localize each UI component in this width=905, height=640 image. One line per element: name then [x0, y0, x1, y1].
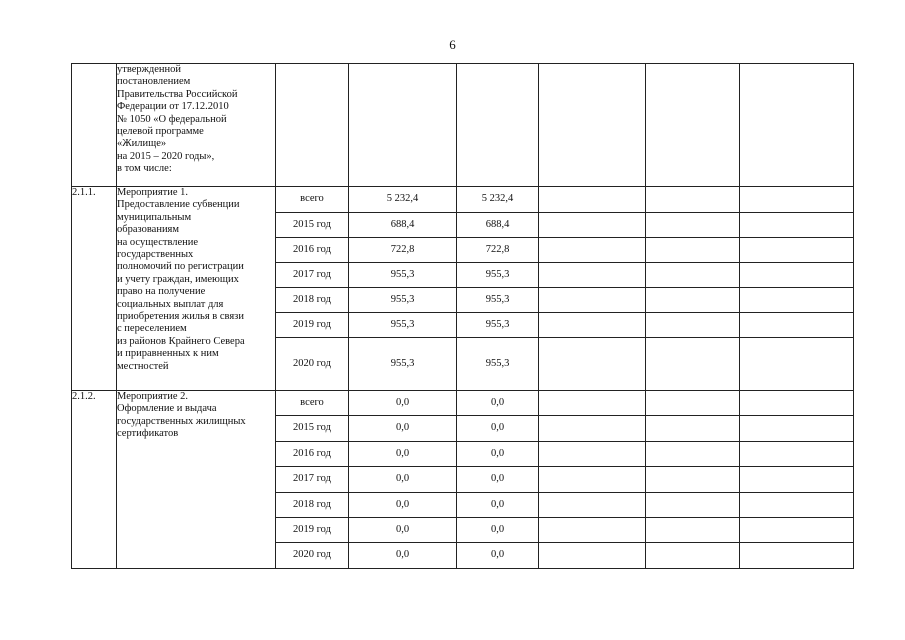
empty-cell — [646, 543, 740, 569]
empty-cell — [646, 518, 740, 543]
intro-line: целевой программе — [117, 126, 204, 138]
description-line: полномочий по регистрации — [117, 261, 244, 273]
description-line: из районов Крайнего Севера — [117, 335, 245, 347]
value-total: 955,3 — [349, 263, 457, 288]
period-label: 2019 год — [276, 518, 349, 543]
empty-cell — [539, 238, 646, 263]
empty-cell — [740, 313, 854, 338]
empty-cell — [646, 442, 740, 467]
table-row — [72, 187, 854, 213]
description-line: Предоставление субвенции — [117, 199, 240, 211]
intro-line: Федерации от 17.12.2010 — [117, 101, 229, 113]
value-federal: 5 232,4 — [457, 187, 539, 213]
value-total: 0,0 — [349, 493, 457, 518]
description-line: право на получение — [117, 286, 206, 298]
empty-cell — [740, 238, 854, 263]
value-total: 5 232,4 — [349, 187, 457, 213]
period-label: 2020 год — [276, 543, 349, 569]
page-number: 6 — [449, 37, 456, 52]
period-label: 2015 год — [276, 213, 349, 238]
empty-cell — [539, 64, 646, 187]
empty-cell — [740, 263, 854, 288]
value-federal: 0,0 — [457, 543, 539, 569]
value-federal: 688,4 — [457, 213, 539, 238]
description-line: государственных — [117, 249, 194, 261]
empty-cell — [740, 442, 854, 467]
intro-line: Правительства Российской — [117, 88, 238, 100]
intro-line: в том числе: — [117, 163, 172, 175]
value-federal: 0,0 — [457, 442, 539, 467]
value-federal: 955,3 — [457, 313, 539, 338]
value-federal: 0,0 — [457, 467, 539, 493]
empty-cell — [740, 543, 854, 569]
description-line: муниципальным — [117, 211, 192, 223]
value-federal: 722,8 — [457, 238, 539, 263]
empty-cell — [740, 187, 854, 213]
intro-line: постановлением — [117, 76, 191, 88]
period-label: 2017 год — [276, 263, 349, 288]
empty-cell — [539, 338, 646, 391]
value-total: 0,0 — [349, 467, 457, 493]
empty-cell — [539, 467, 646, 493]
empty-cell — [539, 313, 646, 338]
empty-cell — [539, 391, 646, 416]
table-row-intro — [72, 64, 854, 187]
description-line: государственных жилищных — [117, 415, 246, 427]
empty-cell — [539, 442, 646, 467]
intro-line: № 1050 «О федеральной — [117, 113, 227, 125]
description-line: на осуществление — [117, 236, 199, 248]
empty-cell — [740, 416, 854, 442]
period-label: 2016 год — [276, 238, 349, 263]
period-label: 2016 год — [276, 442, 349, 467]
value-total: 0,0 — [349, 442, 457, 467]
empty-cell — [539, 263, 646, 288]
intro-line: на 2015 – 2020 годы», — [117, 150, 215, 162]
empty-cell — [646, 187, 740, 213]
value-total: 0,0 — [349, 391, 457, 416]
description-line: с переселением — [117, 323, 187, 335]
number-cell — [72, 64, 117, 187]
empty-cell — [539, 493, 646, 518]
intro-description-cell — [117, 64, 276, 187]
empty-cell — [539, 518, 646, 543]
period-label: 2018 год — [276, 288, 349, 313]
empty-cell — [740, 467, 854, 493]
value-total: 0,0 — [349, 518, 457, 543]
empty-cell — [539, 416, 646, 442]
empty-cell — [539, 288, 646, 313]
value-total: 688,4 — [349, 213, 457, 238]
value-total: 0,0 — [349, 416, 457, 442]
period-label: 2019 год — [276, 313, 349, 338]
table-row — [72, 391, 854, 416]
empty-cell — [740, 213, 854, 238]
value-federal: 0,0 — [457, 518, 539, 543]
empty-cell — [539, 543, 646, 569]
value-total: 722,8 — [349, 238, 457, 263]
measure-description — [117, 187, 276, 391]
value-total: 955,3 — [349, 288, 457, 313]
empty-cell — [646, 338, 740, 391]
table-body — [72, 64, 854, 569]
description-line: и приравненных к ним — [117, 348, 219, 360]
description-line: Мероприятие 1. — [117, 187, 189, 198]
description-line: сертификатов — [117, 428, 179, 440]
empty-cell — [646, 263, 740, 288]
empty-cell — [646, 238, 740, 263]
empty-cell — [740, 391, 854, 416]
empty-cell — [740, 493, 854, 518]
value-federal: 0,0 — [457, 391, 539, 416]
value-federal: 955,3 — [457, 263, 539, 288]
description-line: приобретения жилья в связи — [117, 311, 244, 323]
empty-cell — [457, 64, 539, 187]
measure-number: 2.1.2. — [72, 391, 117, 569]
program-table — [71, 63, 854, 569]
empty-cell — [276, 64, 349, 187]
empty-cell — [740, 338, 854, 391]
description-line: Мероприятие 2. — [117, 391, 189, 402]
empty-cell — [740, 64, 854, 187]
period-label: 2015 год — [276, 416, 349, 442]
description-line: и учету граждан, имеющих — [117, 273, 239, 285]
period-label: всего — [276, 391, 349, 416]
period-label: 2020 год — [276, 338, 349, 391]
measure-description — [117, 391, 276, 569]
empty-cell — [646, 64, 740, 187]
empty-cell — [646, 288, 740, 313]
empty-cell — [646, 493, 740, 518]
description-line: образованиям — [117, 224, 180, 236]
empty-cell — [740, 288, 854, 313]
value-federal: 0,0 — [457, 416, 539, 442]
description-line: социальных выплат для — [117, 298, 224, 310]
intro-line: утвержденной — [117, 64, 182, 75]
empty-cell — [646, 467, 740, 493]
value-federal: 955,3 — [457, 338, 539, 391]
value-federal: 0,0 — [457, 493, 539, 518]
period-label: 2018 год — [276, 493, 349, 518]
value-federal: 955,3 — [457, 288, 539, 313]
empty-cell — [646, 416, 740, 442]
description-line: местностей — [117, 360, 169, 372]
empty-cell — [646, 213, 740, 238]
empty-cell — [646, 391, 740, 416]
empty-cell — [740, 518, 854, 543]
empty-cell — [349, 64, 457, 187]
value-total: 955,3 — [349, 338, 457, 391]
intro-line: «Жилище» — [117, 138, 167, 150]
description-line: Оформление и выдача — [117, 403, 217, 415]
value-total: 0,0 — [349, 543, 457, 569]
period-label: 2017 год — [276, 467, 349, 493]
measure-number: 2.1.1. — [72, 187, 117, 391]
empty-cell — [539, 213, 646, 238]
period-label: всего — [276, 187, 349, 213]
value-total: 955,3 — [349, 313, 457, 338]
empty-cell — [539, 187, 646, 213]
empty-cell — [646, 313, 740, 338]
